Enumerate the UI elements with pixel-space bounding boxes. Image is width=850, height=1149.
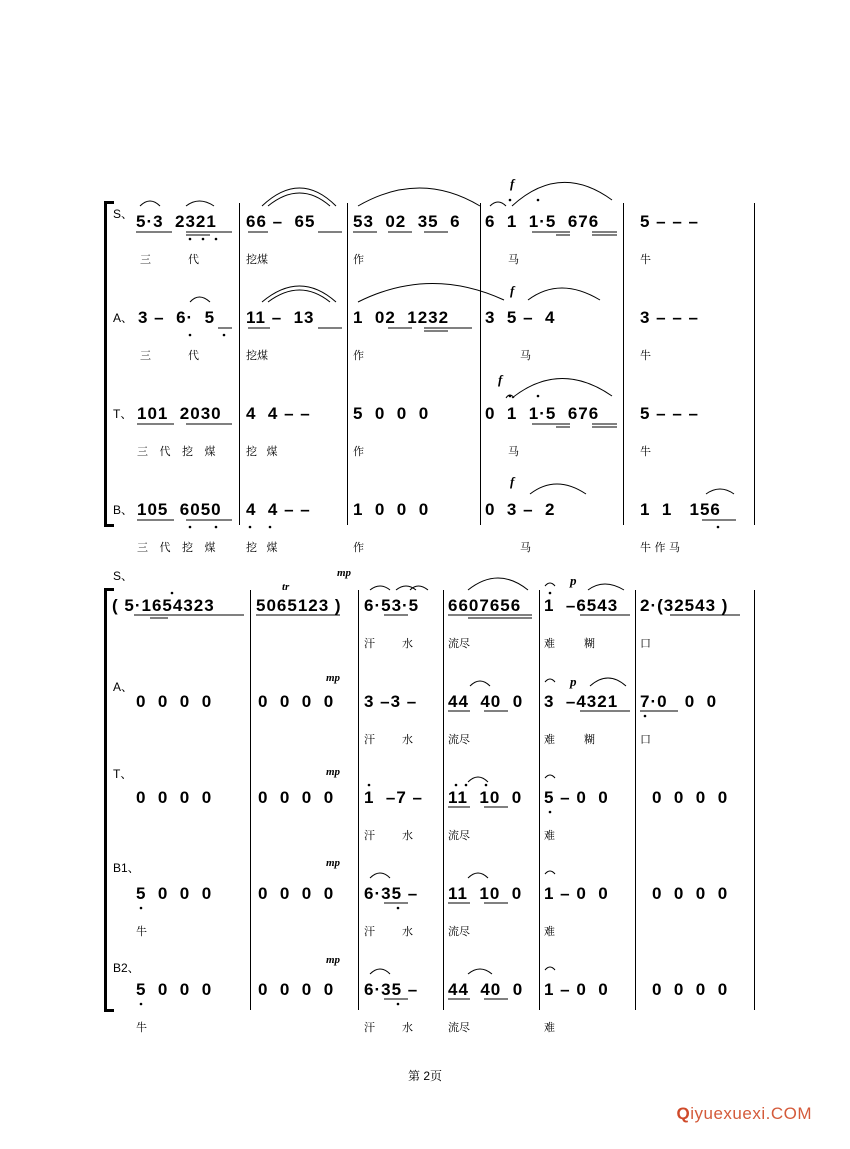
notes-a2-m6: 7·0 0 0 (640, 692, 718, 711)
notes-s-m1: 5·3 2321 (136, 212, 217, 231)
lyric: 流尽 (448, 733, 470, 746)
notes-a-m3: 1 02 1232 (353, 308, 450, 327)
lyric: 流尽 (448, 637, 470, 650)
lyric: 马 (520, 541, 531, 554)
notes-b-m1: 105 6050 (137, 500, 222, 519)
part-label-bass2: B2、 (113, 961, 140, 975)
notes-s2-m2: 5065123 ) (256, 596, 342, 615)
notes-b1-m2: 0 0 0 0 (258, 884, 335, 903)
lyric: 挖 煤 (246, 541, 278, 554)
notes-s2-m1: ( 5·1654323 (112, 596, 215, 615)
lyric: 汗 (364, 925, 375, 938)
lyric: 难 (544, 829, 555, 842)
lyric: 流尽 (448, 1021, 470, 1034)
dynamic-mp: mp (326, 766, 341, 778)
lyric: 牛 (640, 253, 651, 266)
lyric: 三 (140, 253, 151, 266)
lyric: 牛 (136, 1021, 147, 1034)
lyric: 汗 (364, 733, 375, 746)
lyric: 代 (188, 253, 199, 266)
lyric: 汗 (364, 829, 375, 842)
notes-b1-m4: 11 10 0 (448, 884, 523, 903)
notes-s-m5: 5 – – – (640, 212, 699, 231)
notes-s-m2: 66 – 65 (246, 212, 316, 231)
dynamic-p: p (570, 674, 577, 689)
part-label-bass1: B1、 (113, 861, 140, 875)
dynamic-mp: mp (326, 672, 341, 684)
part-label-bass: B、 (113, 503, 134, 517)
lyric: 牛 作 马 (640, 541, 680, 554)
notes-s2-m3: 6·53·5 (364, 596, 420, 615)
part-label-soprano: S、 (113, 207, 134, 221)
dynamic-f: f (510, 474, 515, 489)
lyric: 水 (402, 637, 413, 650)
lyric: 挖 煤 (246, 445, 278, 458)
lyric: 马 (520, 349, 531, 362)
notes-t-m5: 5 – – – (640, 404, 699, 423)
notes-b1-m1: 5 0 0 0 (136, 884, 213, 903)
dynamic-f: f (498, 372, 503, 387)
notes-t-m1: 101 2030 (137, 404, 222, 423)
lyric: 作 (353, 445, 364, 458)
notes-a2-m3: 3 –3 – (364, 692, 418, 711)
lyric: 难 (544, 637, 555, 650)
part-label-alto: A、 (113, 680, 134, 694)
notes-b-m3: 1 0 0 0 (353, 500, 430, 519)
lyric: 汗 (364, 1021, 375, 1034)
notes-b2-m4: 44 40 0 (448, 980, 524, 999)
lyric: 水 (402, 829, 413, 842)
lyric: 作 (353, 349, 364, 362)
watermark-text: iyuexuexi.COM (690, 1104, 812, 1123)
notes-t-m2: 4 4 – – (246, 404, 311, 423)
notes-a2-m4: 44 40 0 (448, 692, 524, 711)
lyric: 牛 (136, 925, 147, 938)
notes-t2-m2: 0 0 0 0 (258, 788, 335, 807)
notes-b1-m6: 0 0 0 0 (652, 884, 729, 903)
lyric: 作 (353, 253, 364, 266)
lyric: 难 (544, 733, 555, 746)
notes-t-m3: 5 0 0 0 (353, 404, 430, 423)
part-label-tenor: T、 (113, 407, 133, 421)
notes-a-m1: 3 – 6· 5 (138, 308, 216, 327)
notes-b2-m3: 6·35 – (364, 980, 419, 999)
notes-a2-m2: 0 0 0 0 (258, 692, 335, 711)
lyric: 三 代 挖 煤 (137, 445, 216, 458)
lyric: 流尽 (448, 829, 470, 842)
dynamic-mp: mp (326, 954, 341, 966)
lyric: 三 代 挖 煤 (137, 541, 216, 554)
notes-t2-m5: 5 – 0 0 (544, 788, 609, 807)
watermark-logo-q: Q (676, 1104, 691, 1123)
notes-b2-m5: 1 – 0 0 (544, 980, 609, 999)
lyric: 汗 (364, 637, 375, 650)
notes-s2-m6: 2·(32543 ) (640, 596, 729, 615)
notes-b1-m3: 6·35 – (364, 884, 419, 903)
lyric: 马 (508, 253, 519, 266)
dynamic-p: p (570, 573, 577, 588)
site-watermark (677, 1104, 813, 1124)
notes-b-m5: 1 1 156 (640, 500, 721, 519)
lyric: 水 (402, 1021, 413, 1034)
dynamic-mp: mp (326, 857, 341, 869)
notes-s-m4: 6 1 1·5 676 (485, 212, 600, 231)
notes-b-m2: 4 4 – – (246, 500, 311, 519)
notes-a-m4: 3 5 – 4 (485, 308, 556, 327)
notes-a-m5: 3 – – – (640, 308, 699, 327)
notes-a2-m5: 3 –4321 (544, 692, 619, 711)
lyric: 难 (544, 1021, 555, 1034)
notes-b-m4: 0 3 – 2 (485, 500, 556, 519)
lyric: 三 (140, 349, 151, 362)
notes-t2-m6: 0 0 0 0 (652, 788, 729, 807)
dynamic-mp: mp (337, 567, 352, 579)
lyric: 代 (188, 349, 199, 362)
notes-b2-m1: 5 0 0 0 (136, 980, 213, 999)
lyric: 牛 (640, 349, 651, 362)
lyric: 难 (544, 925, 555, 938)
notes-a2-m1: 0 0 0 0 (136, 692, 213, 711)
trill-mark: tr (282, 581, 290, 593)
notes-b2-m2: 0 0 0 0 (258, 980, 335, 999)
notes-s2-m5: 1 –6543 (544, 596, 619, 615)
lyric: 口 (640, 637, 651, 650)
notes-t2-m3: 1 –7 – (364, 788, 423, 807)
part-label-soprano: S、 (113, 569, 134, 583)
lyric: 水 (402, 925, 413, 938)
lyric: 流尽 (448, 925, 470, 938)
notes-a-m2: 11 – 13 (246, 308, 315, 327)
notes-t2-m4: 11 10 0 (448, 788, 523, 807)
notes-s2-m4: 6607656 (448, 596, 522, 615)
lyric: 口 (640, 733, 651, 746)
lyric: 挖煤 (246, 253, 268, 266)
notes-b2-m6: 0 0 0 0 (652, 980, 729, 999)
lyric: 水 (402, 733, 413, 746)
page-number: 第 2页 (407, 1069, 442, 1083)
notes-t-m4: 0 1 1·5 676 (485, 404, 600, 423)
notes-s-m3: 53 02 35 6 (353, 212, 461, 231)
lyric: 糊 (584, 637, 595, 650)
lyric: 挖煤 (246, 349, 268, 362)
part-label-alto: A、 (113, 311, 134, 325)
lyric: 糊 (584, 733, 595, 746)
lyric: 作 (353, 541, 364, 554)
notes-t2-m1: 0 0 0 0 (136, 788, 213, 807)
part-label-tenor: T、 (113, 767, 133, 781)
lyric: 牛 (640, 445, 651, 458)
lyric: 马 (508, 445, 519, 458)
dynamic-f: f (510, 176, 515, 191)
dynamic-f: f (510, 283, 515, 298)
notes-b1-m5: 1 – 0 0 (544, 884, 609, 903)
